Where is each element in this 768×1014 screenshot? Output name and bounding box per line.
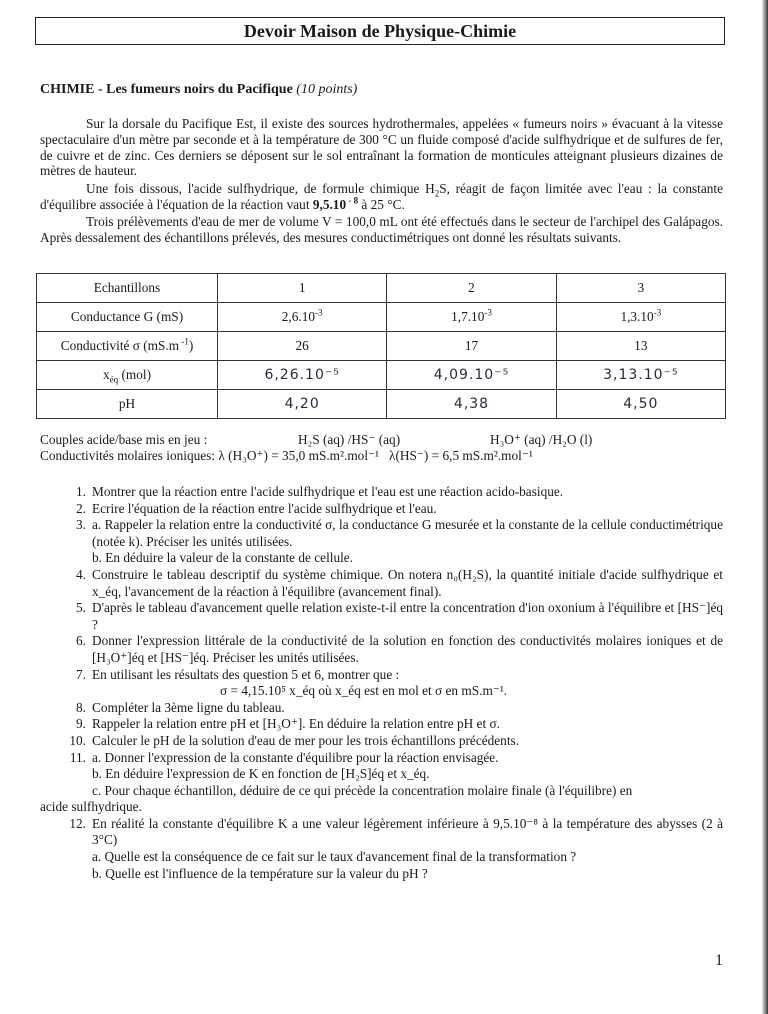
question-text: Compléter la 3ème ligne du tableau.	[92, 699, 285, 715]
question-text: b. Quelle est l'influence de la température sur la valeur du pH ?	[92, 865, 428, 881]
question-item	[40, 501, 723, 518]
couples-row	[40, 432, 593, 448]
question-item	[40, 517, 723, 550]
formula-text: σ = 4,15.10⁵ x_éq où x_éq est en mol et σ en mS.m⁻¹.	[220, 683, 508, 699]
cell-exponent: -3	[653, 307, 662, 318]
table-cell: 17	[387, 332, 556, 361]
question-item	[40, 733, 723, 750]
question-item	[40, 633, 723, 666]
section-points: (10 points)	[296, 82, 358, 97]
cell-value: 1,3.10	[620, 309, 654, 324]
question-item	[40, 866, 723, 883]
question-text: Construire le tableau descriptif du système chimique. On notera n₀(H₂S), la quantité initiale d'acide sulfhydrique et x_éq, l'avancement de la réaction à l'équilibre (avancement final).	[92, 566, 723, 599]
label-end: (mol)	[118, 367, 152, 382]
question-text: Montrer que la réaction entre l'acide sulfhydrique et l'eau est une réaction acido-basique.	[92, 484, 564, 499]
question-number: 11.	[69, 749, 86, 765]
label-subscript: éq	[109, 374, 119, 385]
question-number: 4.	[76, 566, 86, 582]
row-label-xeq	[37, 361, 218, 390]
table-cell	[218, 303, 387, 332]
question-text: b. En déduire l'expression de K en fonction de [H₂S]éq et x_éq.	[92, 766, 430, 782]
question-item	[40, 766, 723, 783]
question-text: Ecrire l'équation de la réaction entre l'acide sulfhydrique et l'eau.	[92, 500, 437, 516]
page-number: 1	[715, 952, 723, 969]
cell-exponent: -3	[484, 307, 492, 318]
label-text: x	[102, 367, 110, 382]
question-text: c. Pour chaque échantillon, déduire de ce qui précède la concentration molaire finale (à l'équilibre) en	[92, 782, 633, 798]
question-number: 9.	[76, 716, 86, 732]
row-label-ph: pH	[37, 390, 218, 419]
couple-h3o: H₃O⁺ (aq) /H₂O (l)	[490, 432, 593, 447]
intro-paragraph-3	[40, 214, 723, 246]
conductivities-label: Conductivités molaires ioniques:	[40, 448, 216, 463]
lambda-h3o: λ (H₃O⁺) = 35,0 mS.m².mol⁻¹	[218, 448, 380, 463]
question-text: a. Quelle est la conséquence de ce fait sur le taux d'avancement final de la transformation ?	[92, 849, 577, 865]
intro-p3-text: Trois prélèvements d'eau de mer de volume V = 100,0 mL ont été effectués dans le secteur de l'archipel des Galápagos. Après dessalement des échantillons prélevés, des mesures conductimétriques ont donné les résultats suivants.	[40, 214, 723, 245]
table-row	[37, 361, 726, 390]
question-text: D'après le tableau d'avancement quelle relation existe-t-il entre la concentration d'ion oxonium à l'équilibre et [HS⁻]éq ?	[92, 600, 723, 632]
cell-value: 2,6.10	[281, 309, 316, 324]
question-number: 1.	[76, 484, 86, 499]
handwritten-cell: 6,26.10⁻⁵	[218, 361, 387, 390]
intro-paragraph-1	[40, 116, 723, 179]
page-title	[35, 17, 725, 45]
question-number: 6.	[76, 633, 86, 649]
cell-value: 1,7.10	[451, 309, 485, 324]
question-number: 7.	[76, 666, 86, 682]
question-item	[40, 567, 723, 600]
table-cell	[556, 303, 725, 332]
table-header-row	[37, 274, 726, 303]
question-item	[40, 600, 723, 633]
question-item	[40, 816, 723, 849]
questions-list	[40, 484, 723, 882]
question-item	[40, 700, 723, 717]
handwritten-cell: 4,09.10⁻⁵	[387, 361, 556, 390]
intro-paragraph-2: Une fois dissous, l'acide sulfhydrique, de formule chimique $H_2S$, réagit de façon limitée avec l'eau : la constante d'équilibre associée à l'équation de la réaction vaut 9,5.10 $^{- 8}$ à 25 °C.	[40, 181, 723, 212]
handwritten-cell: 4,50	[556, 390, 725, 419]
question-item	[40, 550, 723, 567]
couples-label: Couples acide/base mis en jeu :	[40, 432, 208, 447]
equilibrium-exponent: - 8	[346, 195, 359, 206]
row-label-conductivity	[37, 332, 218, 361]
intro-p2-c: à 25 °C.	[358, 196, 405, 212]
question-text: Rappeler la relation entre pH et [H₃O⁺]. En déduire la relation entre pH et σ.	[92, 716, 500, 732]
table-header-cell: 2	[387, 274, 556, 303]
question-item	[40, 783, 723, 800]
question-item	[40, 484, 723, 501]
question-continuation	[40, 799, 723, 816]
question-item	[40, 716, 723, 733]
intro-p2-b: S, réagit de façon limitée avec l'eau : la constante d'équilibre associée à l'équation de la réaction vaut	[40, 181, 723, 212]
table-header-cell: 1	[218, 274, 387, 303]
question-text: a. Donner l'expression de la constante d'équilibre pour la réaction envisagée.	[92, 749, 499, 765]
question-item	[40, 750, 723, 767]
intro-p1-text: Sur la dorsale du Pacifique Est, il existe des sources hydrothermales, appelées « fumeurs noirs » évacuant à la vitesse spectaculaire d'un mètre par seconde et à la température de 300 °C un fluide composé d'acide sulfhydrique et de sulfures de fer, de cuivre et de zinc. Ces derniers se déposent sur le sol entraînant la formation de monticules atteignant plusieurs dizaines de mètres de hauteur.	[40, 116, 723, 179]
question-text: b. En déduire la valeur de la constante de cellule.	[92, 550, 354, 566]
scan-edge-shadow	[762, 0, 768, 1014]
intro-p2-a: Une fois dissous, l'acide sulfhydrique, de formule chimique H	[86, 181, 435, 196]
couple-h2s: H₂S (aq) /HS⁻ (aq)	[298, 432, 401, 447]
question-number: 10.	[69, 732, 86, 748]
label-text: Conductivité σ (mS.m	[60, 338, 180, 353]
table-cell: 13	[556, 332, 725, 361]
question-number: 3.	[76, 517, 86, 533]
question-text: Donner l'expression littérale de la conductivité de la solution en fonction des conductivités molaires ioniques et de [H₃O⁺]éq et [HS⁻]éq. Préciser les unités utilisées.	[92, 633, 723, 665]
question-text: acide sulfhydrique.	[40, 799, 142, 815]
acid-base-couples	[40, 432, 593, 464]
question-number: 5.	[76, 600, 86, 616]
question-text: a. Rappeler la relation entre la conductivité σ, la conductance G mesurée et la constante de la cellule conductimétrique (notée k). Préciser les unités utilisées.	[92, 517, 723, 549]
handwritten-cell: 4,20	[218, 390, 387, 419]
table-row	[37, 303, 726, 332]
section-heading	[40, 82, 357, 98]
label-exponent: -1	[179, 336, 189, 347]
equilibrium-constant: 9,5.10	[312, 196, 347, 212]
question-item	[40, 667, 723, 684]
handwritten-cell: 3,13.10⁻⁵	[556, 361, 725, 390]
question-item	[40, 849, 723, 866]
question-number: 2.	[76, 500, 86, 516]
table-cell	[387, 303, 556, 332]
label-end: )	[188, 338, 194, 353]
question-number: 8.	[76, 699, 86, 715]
molar-conductivities-row	[40, 448, 533, 464]
table-row	[37, 332, 726, 361]
question-text: En réalité la constante d'équilibre K a une valeur légèrement inférieure à 9,5.10⁻⁸ à la température des abysses (2 à 3°C)	[92, 815, 723, 848]
cell-exponent: -3	[315, 307, 323, 318]
section-label: CHIMIE - Les fumeurs noirs du Pacifique	[40, 82, 293, 97]
table-row	[37, 390, 726, 419]
question-text: En utilisant les résultats des question 5 et 6, montrer que :	[92, 666, 400, 682]
handwritten-cell: 4,38	[387, 390, 556, 419]
table-cell: 26	[218, 332, 387, 361]
title-text: Devoir Maison de Physique-Chimie	[243, 21, 517, 41]
table-header-cell: 3	[556, 274, 725, 303]
results-table	[36, 273, 726, 419]
table-header-cell: Echantillons	[37, 274, 218, 303]
lambda-hs: λ(HS⁻) = 6,5 mS.m².mol⁻¹	[389, 448, 533, 463]
question-text: Calculer le pH de la solution d'eau de mer pour les trois échantillons précédents.	[92, 732, 520, 748]
formula-line	[40, 683, 723, 700]
row-label-conductance: Conductance G (mS)	[37, 303, 218, 332]
question-number: 12.	[69, 815, 86, 831]
